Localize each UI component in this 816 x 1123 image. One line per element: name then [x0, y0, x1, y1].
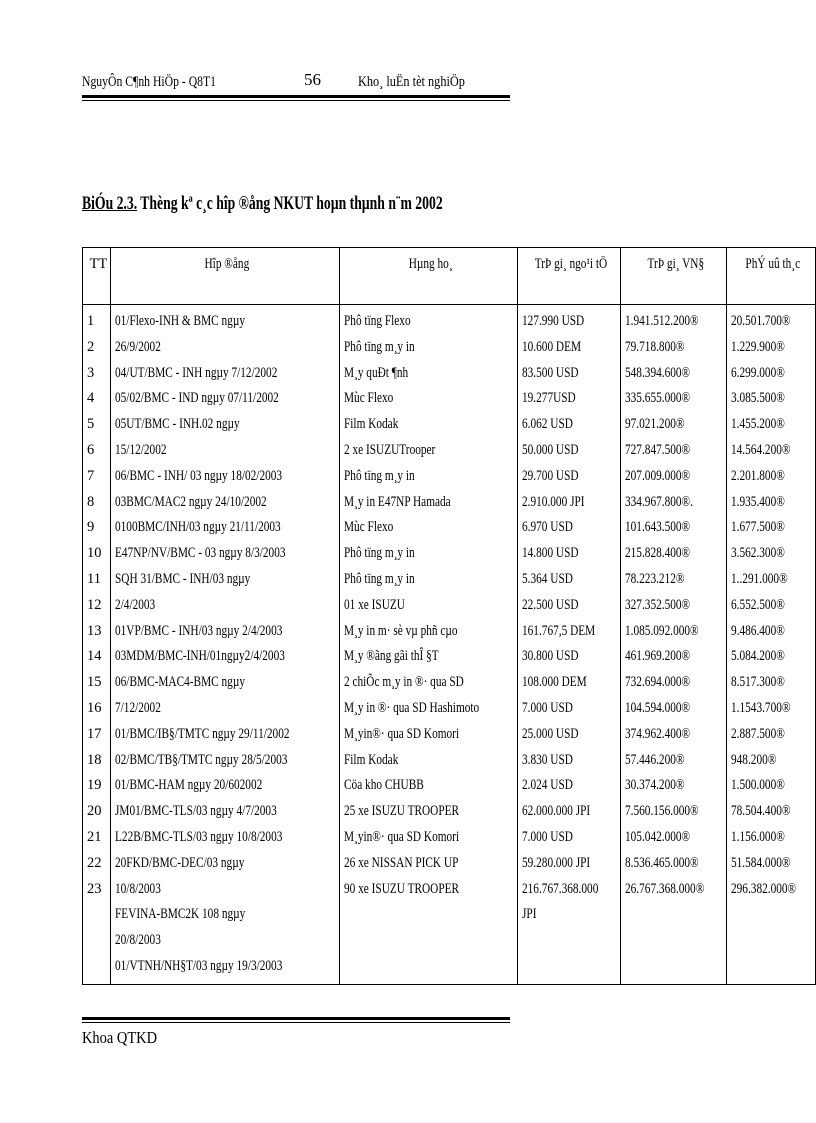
cell-line: 11	[87, 570, 101, 587]
cell-line: JM01/BMC-TLS/03 ngµy 4/7/2003	[114, 803, 277, 820]
cell-line: 1.677.500®	[731, 519, 786, 536]
cell-line: 1.455.200®	[731, 416, 786, 433]
cell-line: 06/BMC - INH/ 03 ngµy 18/02/2003	[114, 467, 282, 484]
cell-line: 14	[87, 648, 102, 665]
cell-line: 20FKD/BMC-DEC/03 ngµy	[114, 854, 245, 871]
cell-line: 105.042.000®	[624, 828, 690, 845]
cell-line: 17	[87, 725, 102, 742]
cell-line: 20	[87, 803, 102, 820]
cell-line: 8	[87, 493, 95, 510]
cell-line: 1	[87, 313, 95, 329]
cell-line: 3.085.500®	[731, 390, 786, 407]
cell-line: 78.504.400®	[731, 803, 791, 820]
cell-line: 1.500.000®	[731, 777, 786, 794]
cell-line: 3.562.300®	[731, 545, 786, 562]
cell-line: 20/8/2003	[114, 932, 161, 949]
cell-line	[87, 902, 110, 928]
page-number: 56	[304, 70, 321, 89]
cell-line: M¸y ®ãng gãi thÎ §T	[343, 648, 439, 665]
cell-line: 05/02/BMC - IND ngµy 07/11/2002	[114, 390, 279, 407]
cell-line: L22B/BMC-TLS/03 ngµy 10/8/2003	[114, 828, 283, 845]
cell-line: 6.970 USD	[521, 519, 573, 536]
cell-line: Phô tïng m¸y in	[343, 545, 415, 562]
cell-line: 13	[87, 622, 102, 639]
cell-line: 79.718.800®	[624, 338, 685, 355]
cell-line: 10	[87, 545, 102, 562]
cell-line: 02/BMC/TB§/TMTC ngµy 28/5/2003	[114, 751, 288, 768]
cell-line: 19.277USD	[521, 390, 576, 407]
cell-line: 7.000 USD	[521, 699, 573, 716]
cell-line: 30.374.200®	[624, 777, 685, 794]
cell-line: 732.694.000®	[624, 674, 690, 691]
cell-line: 97.021.200®	[624, 416, 685, 433]
cell-line: 2	[87, 338, 95, 355]
cell-line: 1.1543.700®	[731, 699, 791, 716]
author-name: NguyÔn C¶nh HiÖp - Q8T1	[82, 74, 217, 90]
cell-line: 23	[87, 880, 102, 897]
cell-line: 548.394.600®	[624, 364, 690, 381]
cell-line: 2.201.800®	[731, 467, 786, 484]
cell-line: Phô tïng m¸y in	[343, 467, 415, 484]
cell-line: 727.847.500®	[624, 441, 690, 458]
thesis-label: Kho¸ luËn tèt nghiÖp	[358, 74, 465, 90]
cell-line: 461.969.200®	[624, 648, 690, 665]
header-contract: Hîp ®ång	[110, 248, 339, 305]
cell-line: 3.830 USD	[521, 751, 573, 768]
cell-line: 9.486.400®	[731, 622, 786, 639]
cell-line: Phô tïng m¸y in	[343, 570, 415, 587]
cell-line: 10/8/2003	[114, 880, 161, 897]
column-vnd-value	[620, 305, 727, 985]
cell-line: 26 xe NISSAN PICK UP	[343, 854, 458, 871]
cell-line: 1.941.512.200®	[624, 313, 699, 329]
cell-line: 7/12/2002	[114, 699, 161, 716]
column-contract	[110, 305, 339, 985]
cell-line: 15/12/2002	[114, 441, 167, 458]
cell-line: 12	[87, 596, 102, 613]
cell-line: 51.584.000®	[731, 854, 791, 871]
cell-line: 22	[87, 854, 102, 871]
cell-line: 06/BMC-MAC4-BMC ngµy	[114, 674, 245, 691]
cell-line: Mùc Flexo	[343, 519, 393, 536]
cell-line: SQH 31/BMC - INH/03 ngµy	[114, 570, 251, 587]
cell-line: 19	[87, 777, 102, 794]
table-header-row	[83, 248, 816, 305]
cell-line: 57.446.200®	[624, 751, 685, 768]
cell-line: 161.767,5 DEM	[521, 622, 596, 639]
cell-line: 1.935.400®	[731, 493, 786, 510]
cell-line: 1.229.900®	[731, 338, 786, 355]
cell-line: 2.887.500®	[731, 725, 786, 742]
cell-line	[87, 928, 110, 954]
cell-line: 25 xe ISUZU TROOPER	[343, 803, 459, 820]
cell-line: 296.382.000®	[731, 880, 797, 897]
cell-line: 2.024 USD	[521, 777, 573, 794]
cell-line: 104.594.000®	[624, 699, 690, 716]
cell-line: M¸y in ®· qua SD Hashimoto	[343, 699, 479, 716]
cell-line: M¸y in m· sè vµ phñ cµo	[343, 622, 458, 639]
cell-line	[87, 954, 110, 980]
cell-line: 215.828.400®	[624, 545, 690, 562]
cell-line: 25.000 USD	[521, 725, 579, 742]
cell-line: 01 xe ISUZU	[343, 596, 405, 613]
cell-line	[731, 928, 796, 954]
cell-line: 62.000.000 JPI	[521, 803, 591, 820]
cell-line	[731, 954, 796, 980]
cell-line	[344, 954, 479, 980]
cell-line: 03BMC/MAC2 ngµy 24/10/2002	[114, 493, 267, 510]
cell-line: Film Kodak	[343, 416, 398, 433]
cell-line: 30.800 USD	[521, 648, 579, 665]
cell-line: 4	[87, 390, 95, 407]
header-tt: TT	[83, 248, 111, 305]
column-goods	[339, 305, 517, 985]
cell-line: 1.156.000®	[731, 828, 786, 845]
cell-line: 05UT/BMC - INH.02 ngµy	[114, 416, 240, 433]
cell-line: 78.223.212®	[624, 570, 685, 587]
cell-line: 7	[87, 467, 95, 484]
cell-line: M¸yin®· qua SD Komori	[343, 828, 459, 845]
column-fee	[727, 305, 816, 985]
contracts-table	[82, 247, 816, 985]
cell-line: 50.000 USD	[521, 441, 579, 458]
header-fee: PhÝ uû th¸c	[727, 248, 816, 305]
cell-line: Film Kodak	[343, 751, 398, 768]
cell-line: 18	[87, 751, 102, 768]
cell-line	[625, 902, 704, 928]
cell-line	[522, 928, 598, 954]
cell-line: 16	[87, 699, 102, 716]
cell-line: 90 xe ISUZU TROOPER	[343, 880, 459, 897]
column-tt	[83, 305, 111, 985]
cell-line: 01/BMC-HAM ngµy 20/602002	[114, 777, 263, 794]
cell-line: 6.552.500®	[731, 596, 786, 613]
header-rule	[82, 95, 510, 101]
cell-line: 01/Flexo-INH & BMC ngµy	[114, 313, 245, 329]
cell-line: M¸y quÐt ¶nh	[343, 364, 408, 381]
cell-line: 6	[87, 441, 95, 458]
cell-line: 14.564.200®	[731, 441, 791, 458]
header-foreign-value: TrÞ gi¸ ngo¹i tÖ	[517, 248, 620, 305]
cell-line: 7.560.156.000®	[624, 803, 699, 820]
cell-line: FEVINA-BMC2K 108 ngµy	[114, 906, 246, 923]
cell-line: 374.962.400®	[624, 725, 690, 742]
cell-line: 21	[87, 828, 102, 845]
cell-line: 327.352.500®	[624, 596, 690, 613]
cell-line: 127.990 USD	[521, 313, 585, 329]
cell-line: 6.062 USD	[521, 416, 573, 433]
cell-line: 2.910.000 JPI	[521, 493, 585, 510]
cell-line: 101.643.500®	[624, 519, 690, 536]
cell-line	[344, 902, 479, 928]
cell-line: 26/9/2002	[114, 338, 161, 355]
column-foreign-value	[517, 305, 620, 985]
cell-line: 8.517.300®	[731, 674, 786, 691]
cell-line: 3	[87, 364, 95, 381]
cell-line: 8.536.465.000®	[624, 854, 699, 871]
cell-line: 15	[87, 674, 102, 691]
cell-line: Phô tïng m¸y in	[343, 338, 415, 355]
cell-line: Mùc Flexo	[343, 390, 393, 407]
cell-line: 26.767.368.000®	[624, 880, 705, 897]
cell-line: JPI	[521, 906, 537, 923]
cell-line: 14.800 USD	[521, 545, 579, 562]
cell-line: 216.767.368.000	[521, 880, 599, 897]
cell-line: 01/VTNH/NH§T/03 ngµy 19/3/2003	[114, 957, 283, 974]
cell-line: M¸yin®· qua SD Komori	[343, 725, 459, 742]
cell-line: 2 xe ISUZUTrooper	[343, 441, 435, 458]
table-title-number: BiÓu 2.3.	[82, 193, 138, 214]
header-goods: Hµng ho¸	[339, 248, 517, 305]
table-title-text: Thèng kª c¸c hîp ®ång NKUT hoµn thµnh n¨m 2002	[137, 193, 443, 214]
cell-line: E47NP/NV/BMC - 03 ngµy 8/3/2003	[114, 545, 286, 562]
cell-line: 335.655.000®	[624, 390, 690, 407]
cell-line: 59.280.000 JPI	[521, 854, 591, 871]
table-body-row	[83, 305, 816, 985]
cell-line: 83.500 USD	[521, 364, 579, 381]
table-title	[82, 193, 443, 215]
cell-line: 04/UT/BMC - INH ngµy 7/12/2002	[114, 364, 278, 381]
cell-line: 0100BMC/INH/03 ngµy 21/11/2003	[114, 519, 281, 536]
cell-line: Cöa kho CHUBB	[343, 777, 424, 794]
cell-line: 01/BMC/IB§/TMTC ngµy 29/11/2002	[114, 725, 290, 742]
footer-rule	[82, 1017, 510, 1023]
cell-line	[625, 954, 704, 980]
page-header	[82, 70, 512, 94]
cell-line: 5.364 USD	[521, 570, 573, 587]
cell-line: 1.085.092.000®	[624, 622, 699, 639]
header-vnd-value: TrÞ gi¸ VN§	[620, 248, 727, 305]
cell-line: 7.000 USD	[521, 828, 573, 845]
cell-line: 22.500 USD	[521, 596, 579, 613]
cell-line: 5	[87, 416, 95, 433]
cell-line: 9	[87, 519, 95, 536]
cell-line: 334.967.800®.	[624, 493, 693, 510]
cell-line	[731, 902, 796, 928]
cell-line: 03MDM/BMC-INH/01ngµy2/4/2003	[114, 648, 285, 665]
cell-line	[522, 954, 598, 980]
cell-line: 108.000 DEM	[521, 674, 587, 691]
cell-line: M¸y in E47NP Hamada	[343, 493, 451, 510]
cell-line: 1..291.000®	[731, 570, 789, 587]
cell-line	[344, 928, 479, 954]
cell-line: 2 chiÕc m¸y in ®· qua SD	[343, 674, 464, 691]
cell-line: 29.700 USD	[521, 467, 579, 484]
footer-department: Khoa QTKD	[82, 1028, 158, 1047]
cell-line: Phô tïng Flexo	[343, 313, 411, 329]
cell-line: 2/4/2003	[114, 596, 156, 613]
cell-line	[625, 928, 704, 954]
cell-line: 5.084.200®	[731, 648, 786, 665]
cell-line: 6.299.000®	[731, 364, 786, 381]
cell-line: 20.501.700®	[731, 313, 791, 329]
cell-line: 10.600 DEM	[521, 338, 582, 355]
cell-line: 948.200®	[731, 751, 777, 768]
cell-line: 207.009.000®	[624, 467, 690, 484]
cell-line: 01VP/BMC - INH/03 ngµy 2/4/2003	[114, 622, 283, 639]
